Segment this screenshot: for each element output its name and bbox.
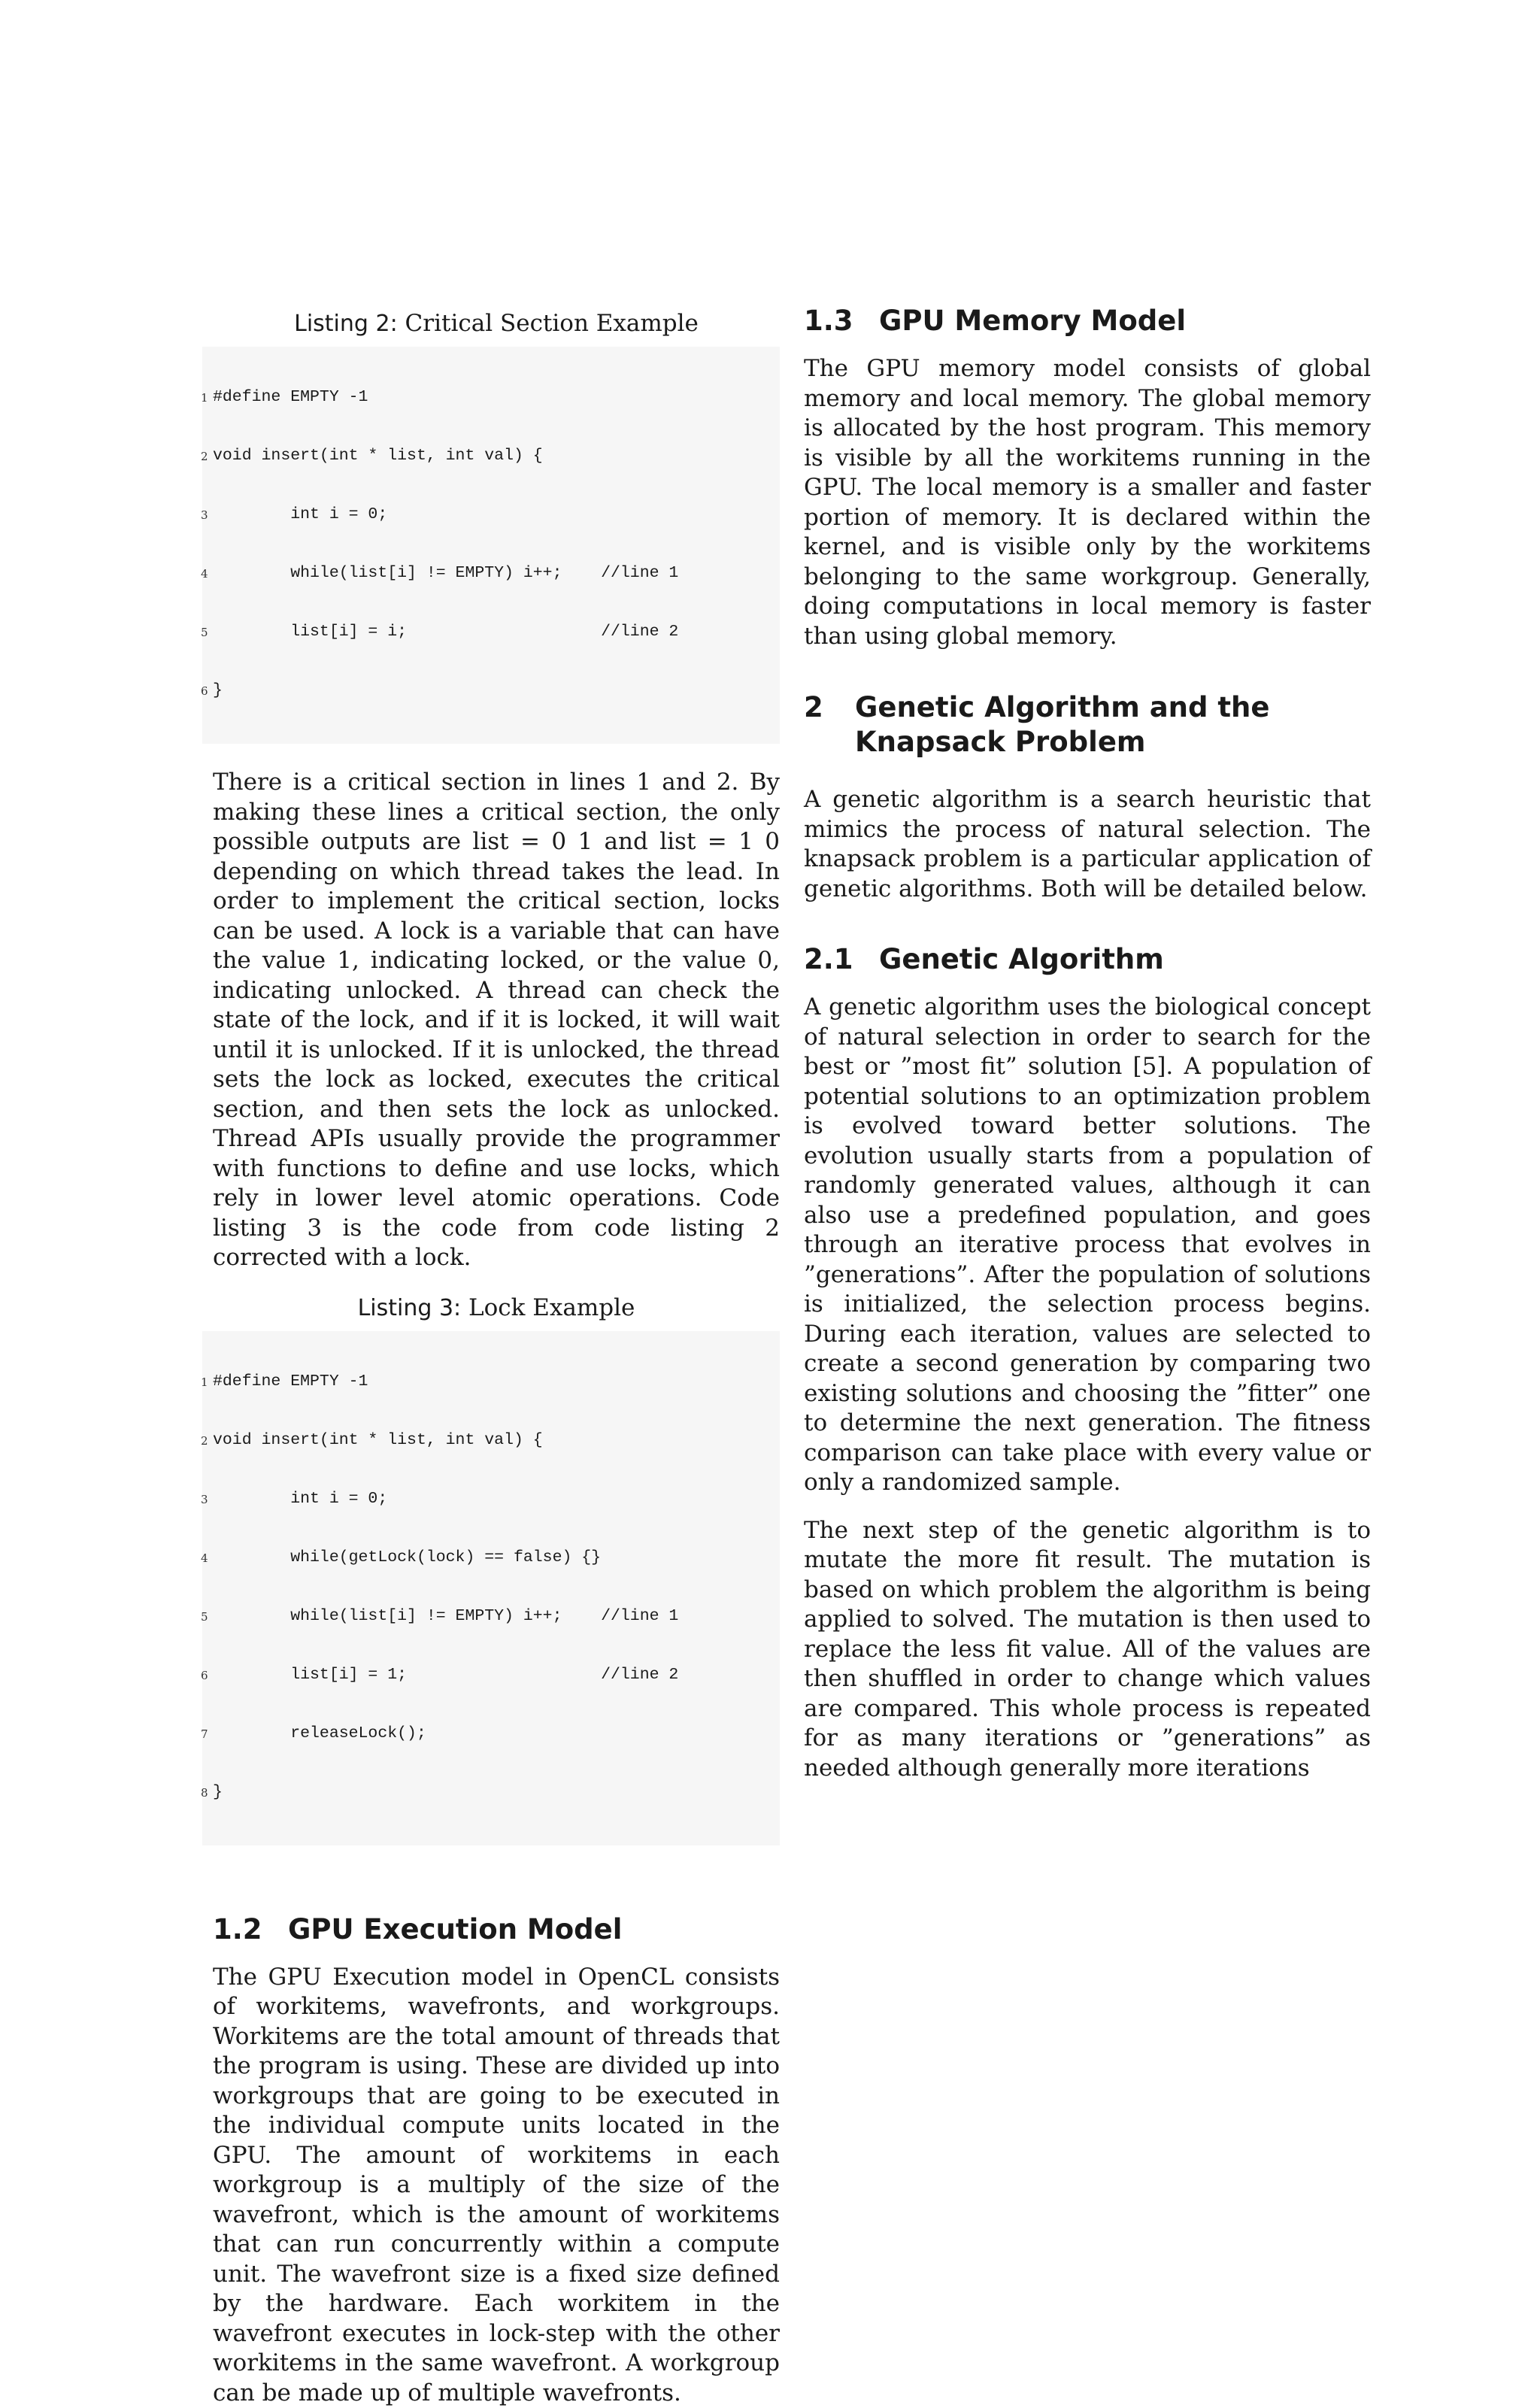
line-number: 3 xyxy=(201,505,208,525)
section-2-paragraph: A genetic algorithm is a search heuristic that mimics the process of natural selection. The knapsack problem is a particular application of genetic algorithms. Both will be detailed below. xyxy=(804,785,1371,904)
line-number: 5 xyxy=(201,1607,208,1627)
section-title: Genetic Algorithm and the Knapsack Problem xyxy=(855,690,1371,760)
section-title: Genetic Algorithm xyxy=(879,943,1164,975)
gpu-memory-paragraph: The GPU memory model consists of global memory and local memory. The global memory is allocated by the host program. This memory is visible by all the workitems running in the GPU. The local memory is a smaller and faster portion of memory. It is declared within the kernel, and is visible only by the workitems belonging to the same workgroup. Generally, doing computations in local memory is faster than using global memory. xyxy=(804,354,1371,651)
listing-2-code xyxy=(202,347,780,744)
code-line xyxy=(202,1606,780,1626)
listing-3-code xyxy=(202,1331,780,1845)
line-number: 1 xyxy=(201,388,208,408)
section-2-1-heading xyxy=(804,943,1371,976)
listing-2-label: Listing 2: xyxy=(294,311,398,337)
section-number: 2 xyxy=(804,690,855,760)
section-number: 1.3 xyxy=(804,305,879,338)
code-text: int i = 0; xyxy=(213,505,387,523)
code-line xyxy=(202,1665,780,1685)
genetic-algorithm-paragraph-1: A genetic algorithm uses the biological concept of natural selection in order to search for the best or ”most fit” solution [5]. A population of potential solutions to an optimization problem is evolved toward better solutions. The evolution usually starts from a population of randomly generated values, although it can also use a predefined population, and goes through an iterative process that evolves in ”generations”. After the population of solutions is initialized, the selection process begins. During each iteration, values are selected to create a second generation by comparing two existing solutions and choosing the ”fitter” one to determine the next generation. The fitness comparison can take place with every value or only a randomized sample. xyxy=(804,993,1371,1498)
left-column xyxy=(213,305,780,2408)
line-number: 2 xyxy=(201,447,208,466)
line-number: 7 xyxy=(201,1724,208,1744)
code-text: void insert(int * list, int val) { xyxy=(213,447,543,465)
listing-3-label: Listing 3: xyxy=(358,1295,462,1321)
code-text: releaseLock(); xyxy=(213,1724,426,1742)
section-1-2-heading xyxy=(213,1913,780,1946)
section-title: GPU Execution Model xyxy=(288,1913,622,1946)
code-text: void insert(int * list, int val) { xyxy=(213,1431,543,1449)
gpu-execution-paragraph: The GPU Execution model in OpenCL consists of workitems, wavefronts, and workgroups. Workitems are the total amount of threads that the program is using. These are divided up into workgroups that are going to be executed in the individual compute units located in the GPU. The amount of workitems in each workgroup is a multiply of the size of the wavefront, which is the amount of workitems that can run concurrently within a compute unit. The wavefront size is a fixed size defined by the hardware. Each workitem in the wavefront executes in lock-step with the other workitems in the same wavefront. A workgroup can be made up of multiple wavefronts. xyxy=(213,1963,780,2408)
code-line xyxy=(202,1548,780,1567)
line-number: 6 xyxy=(201,1666,208,1685)
line-number: 2 xyxy=(201,1431,208,1451)
section-1-3-heading xyxy=(804,305,1371,338)
code-line xyxy=(202,1782,780,1802)
code-line xyxy=(202,387,780,407)
code-text: int i = 0; xyxy=(213,1490,387,1508)
line-number: 4 xyxy=(201,564,208,584)
code-line xyxy=(202,1724,780,1743)
code-line xyxy=(202,1430,780,1450)
code-text: list[i] = 1; //line 2 xyxy=(213,1666,678,1684)
section-number: 1.2 xyxy=(213,1913,288,1946)
code-text: } xyxy=(213,1783,223,1801)
code-text: while(list[i] != EMPTY) i++; //line 1 xyxy=(213,564,678,582)
section-number: 2.1 xyxy=(804,943,879,976)
code-line xyxy=(202,505,780,524)
listing-3-caption xyxy=(213,1293,780,1324)
listing-2-caption xyxy=(213,308,780,339)
line-number: 1 xyxy=(201,1372,208,1392)
genetic-algorithm-paragraph-2: The next step of the genetic algorithm is to mutate the more fit result. The mutation is based on which problem the algorithm is being applied to solved. The mutation is then used to replace the less fit value. All of the values are then shuffled in order to change which values are compared. This whole process is repeated for as many iterations or ”generations” as needed although generally more iterations xyxy=(804,1516,1371,1784)
line-number: 4 xyxy=(201,1548,208,1568)
section-title: GPU Memory Model xyxy=(879,305,1186,337)
listing-3-title: Lock Example xyxy=(468,1294,635,1321)
code-text: list[i] = i; //line 2 xyxy=(213,623,678,641)
code-text: #define EMPTY -1 xyxy=(213,1372,368,1391)
code-text: while(getLock(lock) == false) {} xyxy=(213,1548,601,1566)
code-text: } xyxy=(213,681,223,699)
line-number: 8 xyxy=(201,1783,208,1803)
code-line xyxy=(202,563,780,583)
section-2-heading xyxy=(804,690,1371,760)
listing-2-title: Critical Section Example xyxy=(405,310,699,337)
line-number: 3 xyxy=(201,1490,208,1509)
line-number: 6 xyxy=(201,681,208,701)
code-text: while(list[i] != EMPTY) i++; //line 1 xyxy=(213,1607,678,1625)
critical-section-paragraph: There is a critical section in lines 1 and 2. By making these lines a critical section, the only possible outputs are list = 0 1 and list = 1 0 depending on which thread takes the lead. In order to implement the critical section, locks can be used. A lock is a variable that can have the value 1, indicating locked, or the value 0, indicating unlocked. A thread can check the state of the lock, and if it is locked, it will wait until it is unlocked. If it is unlocked, the thread sets the lock as locked, executes the critical section, and then sets the lock as unlocked. Thread APIs usually provide the programmer with functions to define and use locks, which rely in lower level atomic operations. Code listing 3 is the code from code listing 2 corrected with a lock. xyxy=(213,768,780,1273)
line-number: 5 xyxy=(201,623,208,642)
code-text: #define EMPTY -1 xyxy=(213,388,368,406)
code-line xyxy=(202,446,780,466)
code-line xyxy=(202,681,780,700)
code-line xyxy=(202,1489,780,1509)
code-line xyxy=(202,622,780,641)
right-column xyxy=(804,305,1371,1783)
code-line xyxy=(202,1372,780,1391)
